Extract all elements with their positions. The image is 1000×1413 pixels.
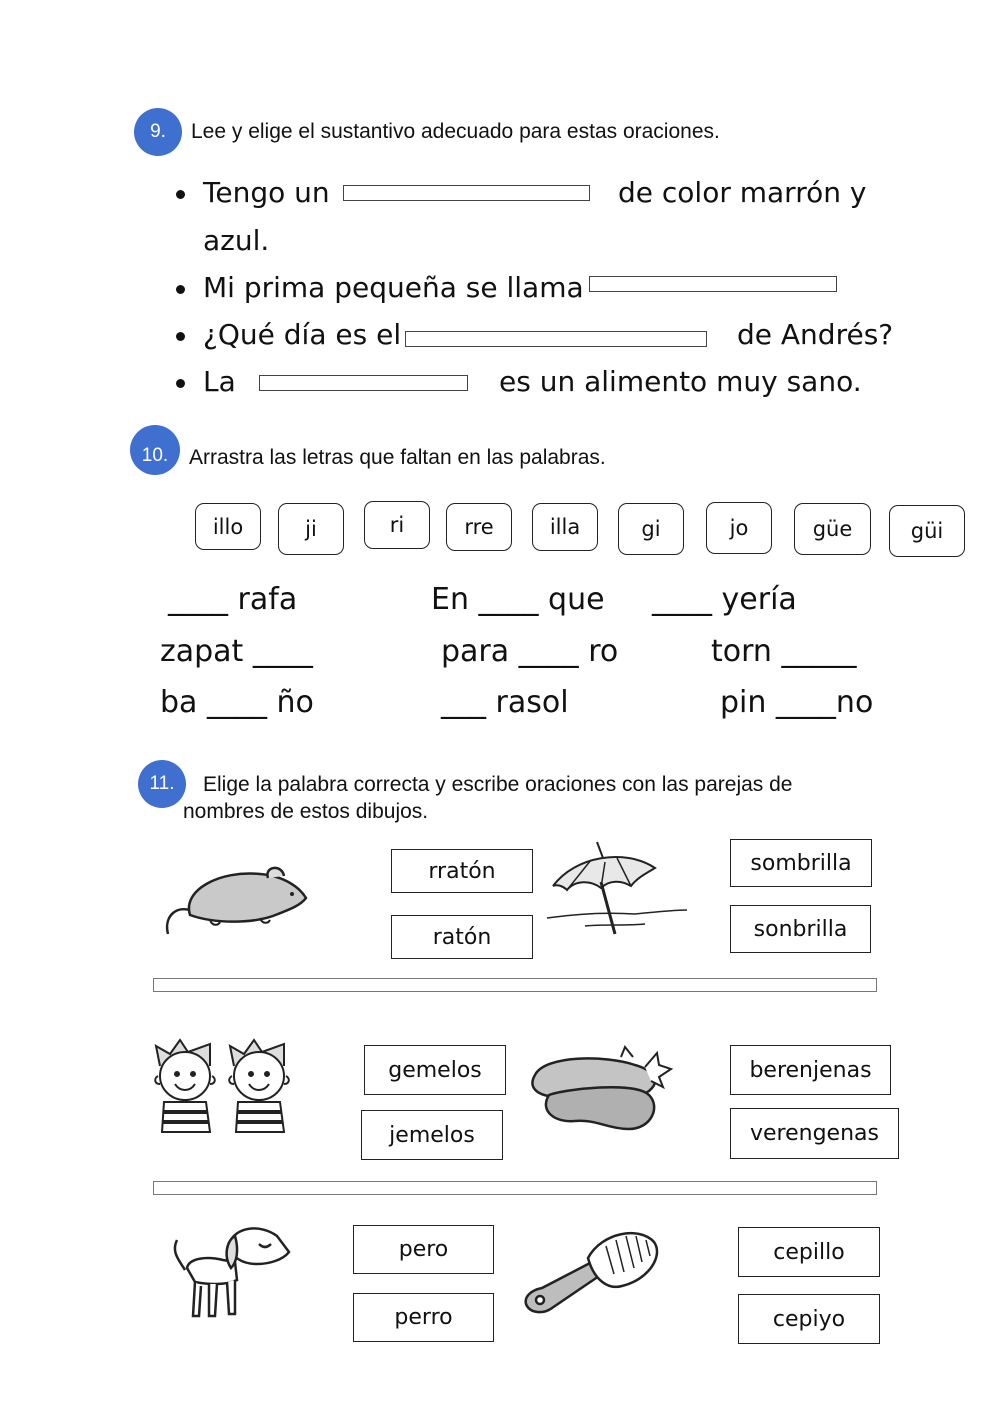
bullet bbox=[176, 285, 185, 294]
option-pero[interactable]: pero bbox=[353, 1225, 494, 1274]
sentence-3-end: de Andrés? bbox=[737, 318, 894, 351]
gap-word-banio[interactable]: ba ____ ño bbox=[160, 685, 314, 720]
option-sonbrilla[interactable]: sonbrilla bbox=[730, 905, 871, 953]
bullet bbox=[176, 190, 185, 199]
answer-blank-3[interactable] bbox=[405, 331, 707, 347]
option-perro[interactable]: perro bbox=[353, 1293, 494, 1342]
letter-chip-ji[interactable]: ji bbox=[278, 503, 344, 555]
exercise-11-instruction-line-1: Elige la palabra correcta y escribe oraciones con las parejas de bbox=[203, 773, 793, 796]
exercise-9-badge: 9. bbox=[134, 108, 182, 156]
bullet bbox=[176, 332, 185, 341]
letter-chip-illa[interactable]: illa bbox=[532, 503, 598, 551]
exercise-11-instruction-line-2: nombres de estos dibujos. bbox=[183, 800, 429, 823]
letter-chip-ri[interactable]: ri bbox=[364, 501, 430, 549]
answer-blank-1[interactable] bbox=[343, 185, 590, 201]
letter-chip-jo[interactable]: jo bbox=[706, 502, 772, 554]
letter-chip-illo[interactable]: illo bbox=[195, 503, 261, 550]
sentence-1-start: Tengo un bbox=[203, 176, 330, 209]
sentence-answer-line-1[interactable] bbox=[153, 978, 877, 992]
gap-word-enrrique[interactable]: En ____ que bbox=[431, 582, 605, 617]
gap-word-jirafa[interactable]: ____ rafa bbox=[168, 582, 298, 617]
sentence-2-start: Mi prima pequeña se llama bbox=[203, 271, 584, 304]
gap-word-joyeria[interactable]: ____ yería bbox=[652, 582, 797, 617]
eggplants-illustration bbox=[525, 1045, 675, 1135]
dog-illustration bbox=[165, 1222, 295, 1322]
exercise-10-badge: 10. bbox=[130, 425, 180, 475]
exercise-10-instruction: Arrastra las letras que faltan en las palabras. bbox=[189, 446, 606, 469]
letter-chip-gui[interactable]: güi bbox=[889, 505, 965, 557]
letter-chip-rre[interactable]: rre bbox=[446, 503, 512, 551]
sentence-1-wrap: azul. bbox=[203, 224, 270, 257]
sentence-1-end: de color marrón y bbox=[618, 176, 867, 209]
option-rraton[interactable]: rratón bbox=[391, 849, 533, 893]
option-cepiyo[interactable]: cepiyo bbox=[738, 1294, 880, 1344]
answer-blank-2[interactable] bbox=[589, 276, 837, 292]
bullet bbox=[176, 379, 185, 388]
answer-blank-4[interactable] bbox=[259, 375, 468, 391]
option-cepillo[interactable]: cepillo bbox=[738, 1227, 880, 1277]
gap-word-paraguero[interactable]: para ____ ro bbox=[441, 634, 619, 669]
gap-word-tornillo[interactable]: torn _____ bbox=[711, 634, 857, 669]
beach-umbrella-illustration bbox=[545, 838, 690, 938]
letter-chip-gue[interactable]: güe bbox=[794, 503, 871, 555]
gap-word-girasol[interactable]: ___ rasol bbox=[441, 685, 569, 720]
sentence-4-end: es un alimento muy sano. bbox=[499, 365, 862, 398]
sentence-3-start: ¿Qué día es el bbox=[203, 318, 402, 351]
gap-word-pingüino[interactable]: pin ____no bbox=[720, 685, 874, 720]
gap-word-zapatillo[interactable]: zapat ____ bbox=[160, 634, 313, 669]
option-jemelos[interactable]: jemelos bbox=[361, 1110, 503, 1160]
option-verengenas[interactable]: verengenas bbox=[730, 1108, 899, 1159]
letter-chip-gi[interactable]: gi bbox=[618, 503, 684, 555]
option-berenjenas[interactable]: berenjenas bbox=[730, 1045, 891, 1095]
option-gemelos[interactable]: gemelos bbox=[364, 1045, 506, 1095]
option-sombrilla[interactable]: sombrilla bbox=[730, 839, 872, 887]
exercise-9-instruction: Lee y elige el sustantivo adecuado para estas oraciones. bbox=[191, 120, 720, 143]
exercise-11-badge: 11. bbox=[138, 760, 186, 808]
sentence-answer-line-2[interactable] bbox=[153, 1181, 877, 1195]
sentence-4-start: La bbox=[203, 365, 236, 398]
hairbrush-illustration bbox=[522, 1228, 662, 1320]
mouse-illustration bbox=[160, 860, 315, 940]
twins-illustration bbox=[152, 1036, 297, 1141]
option-raton[interactable]: ratón bbox=[391, 915, 533, 959]
